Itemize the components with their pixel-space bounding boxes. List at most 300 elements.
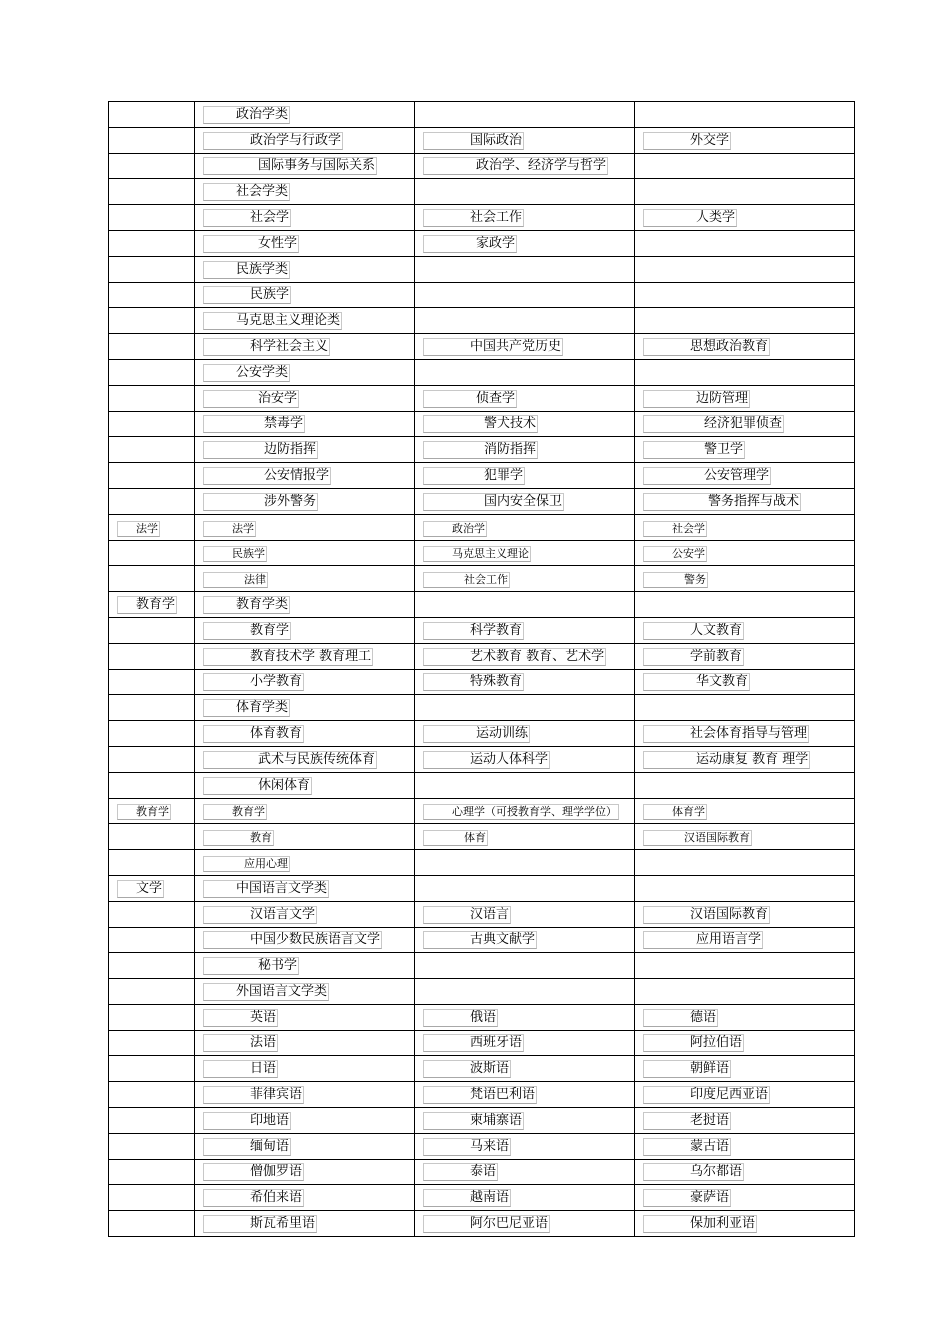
- category-cell: [109, 437, 195, 463]
- major-cell: [415, 1211, 635, 1237]
- table-row: [109, 153, 855, 179]
- major-cell: [415, 359, 635, 385]
- table-row: [109, 1133, 855, 1159]
- major-cell: [415, 1185, 635, 1211]
- major-name-field: 英语: [203, 1009, 278, 1027]
- category-cell: [109, 901, 195, 927]
- major-name-field: 老挝语: [643, 1112, 731, 1130]
- major-cell: [415, 411, 635, 437]
- major-cell: [195, 1030, 415, 1056]
- major-cell: [415, 979, 635, 1005]
- major-cell: [195, 1082, 415, 1108]
- major-cell: [195, 1211, 415, 1237]
- major-name-field: 休闲体育: [203, 777, 312, 795]
- major-cell: [195, 979, 415, 1005]
- major-cell: [635, 256, 855, 282]
- major-name-field: 社会学类: [203, 183, 290, 201]
- major-cell: [415, 153, 635, 179]
- major-cell: [415, 772, 635, 798]
- major-name-field: 社会工作: [423, 572, 510, 588]
- major-name-field: 治安学: [203, 390, 299, 408]
- major-cell: [635, 308, 855, 334]
- major-cell: [415, 1082, 635, 1108]
- category-cell: [109, 205, 195, 231]
- major-name-field: 西班牙语: [423, 1034, 524, 1052]
- table-row: [109, 463, 855, 489]
- table-row: [109, 1211, 855, 1237]
- major-name-field: 越南语: [423, 1189, 511, 1207]
- major-cell: [415, 617, 635, 643]
- major-name-field: 泰语: [423, 1163, 498, 1181]
- category-cell: [109, 1211, 195, 1237]
- category-cell: [109, 127, 195, 153]
- table-row: [109, 1185, 855, 1211]
- table-row: [109, 488, 855, 514]
- table-row: [109, 359, 855, 385]
- major-name-field: 警犬技术: [423, 415, 538, 433]
- category-cell: [109, 1185, 195, 1211]
- table-row: [109, 669, 855, 695]
- major-name-field: 思想政治教育: [643, 338, 770, 356]
- major-name-field: 政治学与行政学: [203, 132, 343, 150]
- major-name-field: 教育学类: [203, 596, 290, 614]
- major-name-field: 波斯语: [423, 1060, 511, 1078]
- major-name-field: 应用语言学: [643, 931, 763, 949]
- major-cell: [635, 514, 855, 540]
- major-cell: [195, 205, 415, 231]
- major-cell: [635, 230, 855, 256]
- major-cell: [415, 179, 635, 205]
- table-row: [109, 411, 855, 437]
- category-cell: [109, 153, 195, 179]
- major-name-field: 菲律宾语: [203, 1086, 304, 1104]
- major-cell: [195, 643, 415, 669]
- major-cell: [195, 256, 415, 282]
- major-name-field: 女性学: [203, 235, 299, 253]
- table-row: [109, 1159, 855, 1185]
- major-name-field: 武术与民族传统体育: [203, 751, 377, 769]
- major-cell: [635, 901, 855, 927]
- major-cell: [415, 824, 635, 850]
- category-cell: [109, 824, 195, 850]
- category-cell: [109, 334, 195, 360]
- major-cell: [415, 540, 635, 566]
- category-cell: [109, 540, 195, 566]
- major-name-field: 体育学: [643, 804, 707, 820]
- major-cell: [635, 875, 855, 901]
- major-cell: [635, 282, 855, 308]
- major-cell: [635, 566, 855, 592]
- major-cell: [415, 1159, 635, 1185]
- major-cell: [195, 1108, 415, 1134]
- major-name-field: 经济犯罪侦查: [643, 415, 784, 433]
- major-name-field: 外交学: [643, 132, 731, 150]
- major-name-field: 乌尔都语: [643, 1163, 744, 1181]
- major-name-field: 中国语言文学类: [203, 880, 329, 898]
- major-cell: [635, 385, 855, 411]
- table-row: [109, 437, 855, 463]
- major-name-field: 社会学: [643, 521, 707, 537]
- category-cell: [109, 772, 195, 798]
- major-cell: [635, 643, 855, 669]
- major-name-field: 运动人体科学: [423, 751, 550, 769]
- table-row: [109, 102, 855, 128]
- major-name-field: 印度尼西亚语: [643, 1086, 770, 1104]
- major-name-field: 公安管理学: [643, 467, 771, 485]
- major-cell: [195, 850, 415, 876]
- major-cell: [415, 127, 635, 153]
- table-row: [109, 256, 855, 282]
- major-cell: [415, 850, 635, 876]
- major-name-field: 教育技术学 教育理工: [203, 648, 373, 666]
- major-cell: [415, 643, 635, 669]
- table-row: [109, 875, 855, 901]
- major-cell: [195, 1133, 415, 1159]
- major-cell: [635, 334, 855, 360]
- major-cell: [195, 230, 415, 256]
- major-cell: [415, 927, 635, 953]
- major-name-field: 社会工作: [423, 209, 524, 227]
- table-row: [109, 1108, 855, 1134]
- major-name-field: 印地语: [203, 1112, 291, 1130]
- major-name-field: 社会学: [203, 209, 291, 227]
- major-cell: [195, 695, 415, 721]
- major-cell: [195, 102, 415, 128]
- major-cell: [195, 927, 415, 953]
- major-name-field: 运动训练: [423, 725, 530, 743]
- table-row: [109, 721, 855, 747]
- category-cell: [109, 1004, 195, 1030]
- major-name-field: 涉外警务: [203, 493, 318, 511]
- major-name-field: 斯瓦希里语: [203, 1215, 317, 1233]
- table-row: [109, 127, 855, 153]
- table-row: [109, 798, 855, 824]
- category-cell: [109, 592, 195, 618]
- major-cell: [415, 798, 635, 824]
- major-cell: [415, 308, 635, 334]
- category-cell: [109, 643, 195, 669]
- category-cell: [109, 230, 195, 256]
- table-row: [109, 540, 855, 566]
- table-row: [109, 1004, 855, 1030]
- major-cell: [195, 875, 415, 901]
- table-row: [109, 514, 855, 540]
- major-cell: [635, 127, 855, 153]
- major-cell: [635, 488, 855, 514]
- major-name-field: 法学: [203, 521, 256, 537]
- major-name-field: 外国语言文学类: [203, 983, 329, 1001]
- major-name-field: 警务指挥与战术: [643, 493, 801, 511]
- major-name-field: 禁毒学: [203, 415, 305, 433]
- category-cell: [109, 1108, 195, 1134]
- major-name-field: 体育学类: [203, 699, 290, 717]
- major-cell: [195, 824, 415, 850]
- table-row: [109, 695, 855, 721]
- major-cell: [635, 463, 855, 489]
- major-cell: [415, 669, 635, 695]
- major-cell: [195, 1185, 415, 1211]
- major-cell: [195, 592, 415, 618]
- major-cell: [635, 721, 855, 747]
- major-name-field: 豪萨语: [643, 1189, 731, 1207]
- table-row: [109, 179, 855, 205]
- major-cell: [195, 514, 415, 540]
- major-name-field: 艺术教育 教育、艺术学: [423, 648, 606, 666]
- major-name-field: 俄语: [423, 1009, 498, 1027]
- major-cell: [195, 359, 415, 385]
- major-cell: [195, 540, 415, 566]
- category-cell: [109, 953, 195, 979]
- major-name-field: 边防指挥: [203, 441, 318, 459]
- category-label: 文学: [117, 880, 164, 898]
- major-name-field: 缅甸语: [203, 1138, 291, 1156]
- category-cell: [109, 385, 195, 411]
- major-name-field: 保加利亚语: [643, 1215, 757, 1233]
- major-name-field: 汉语言文学: [203, 906, 317, 924]
- major-name-field: 德语: [643, 1009, 718, 1027]
- category-cell: [109, 1056, 195, 1082]
- major-cell: [195, 127, 415, 153]
- major-cell: [415, 1133, 635, 1159]
- table-row: [109, 979, 855, 1005]
- major-name-field: 僧伽罗语: [203, 1163, 304, 1181]
- major-cell: [415, 695, 635, 721]
- major-name-field: 日语: [203, 1060, 278, 1078]
- major-cell: [195, 617, 415, 643]
- category-cell: [109, 463, 195, 489]
- major-cell: [195, 308, 415, 334]
- category-cell: [109, 746, 195, 772]
- major-cell: [195, 411, 415, 437]
- subject-catalog-table: [108, 101, 855, 1237]
- major-cell: [195, 1159, 415, 1185]
- major-name-field: 人类学: [643, 209, 737, 227]
- major-cell: [635, 1004, 855, 1030]
- table-row: [109, 953, 855, 979]
- category-label: 教育学: [117, 596, 177, 614]
- major-name-field: 中国共产党历史: [423, 338, 563, 356]
- major-cell: [195, 901, 415, 927]
- major-cell: [415, 488, 635, 514]
- table-row: [109, 385, 855, 411]
- major-cell: [635, 540, 855, 566]
- major-cell: [415, 256, 635, 282]
- major-name-field: 国内安全保卫: [423, 493, 564, 511]
- table-row: [109, 566, 855, 592]
- major-name-field: 国际政治: [423, 132, 524, 150]
- category-cell: [109, 1133, 195, 1159]
- table-row: [109, 1056, 855, 1082]
- major-cell: [415, 463, 635, 489]
- major-cell: [195, 153, 415, 179]
- major-name-field: 柬埔寨语: [423, 1112, 524, 1130]
- major-name-field: 体育: [423, 830, 488, 846]
- table-row: [109, 772, 855, 798]
- category-label: 教育学: [117, 804, 171, 820]
- major-name-field: 公安情报学: [203, 467, 331, 485]
- major-cell: [195, 721, 415, 747]
- category-cell: [109, 875, 195, 901]
- category-cell: [109, 617, 195, 643]
- table-row: [109, 205, 855, 231]
- category-cell: [109, 514, 195, 540]
- major-cell: [415, 953, 635, 979]
- major-name-field: 朝鲜语: [643, 1060, 731, 1078]
- major-name-field: 教育学: [203, 622, 291, 640]
- table-row: [109, 1030, 855, 1056]
- major-name-field: 马克思主义理论类: [203, 312, 342, 330]
- table-row: [109, 824, 855, 850]
- major-cell: [415, 1108, 635, 1134]
- major-cell: [635, 927, 855, 953]
- category-cell: [109, 282, 195, 308]
- major-name-field: 法律: [203, 572, 268, 588]
- major-cell: [635, 1108, 855, 1134]
- major-cell: [635, 1185, 855, 1211]
- major-cell: [635, 179, 855, 205]
- major-cell: [415, 205, 635, 231]
- major-name-field: 中国少数民族语言文学: [203, 931, 382, 949]
- table-row: [109, 592, 855, 618]
- major-name-field: 小学教育: [203, 673, 304, 691]
- major-cell: [635, 850, 855, 876]
- major-cell: [635, 798, 855, 824]
- major-name-field: 公安学: [643, 546, 707, 562]
- category-cell: [109, 256, 195, 282]
- major-cell: [415, 334, 635, 360]
- major-cell: [635, 979, 855, 1005]
- category-cell: [109, 798, 195, 824]
- major-name-field: 体育教育: [203, 725, 304, 743]
- major-cell: [635, 153, 855, 179]
- category-cell: [109, 1030, 195, 1056]
- major-name-field: 侦查学: [423, 390, 517, 408]
- major-cell: [635, 1133, 855, 1159]
- major-cell: [635, 411, 855, 437]
- major-name-field: 教育学: [203, 804, 267, 820]
- major-name-field: 政治学类: [203, 106, 290, 124]
- category-cell: [109, 179, 195, 205]
- category-cell: [109, 927, 195, 953]
- category-cell: [109, 979, 195, 1005]
- major-cell: [195, 1056, 415, 1082]
- major-cell: [195, 669, 415, 695]
- major-name-field: 国际事务与国际关系: [203, 157, 377, 175]
- category-cell: [109, 359, 195, 385]
- major-name-field: 科学教育: [423, 622, 524, 640]
- major-cell: [415, 385, 635, 411]
- major-name-field: 警务: [643, 572, 708, 588]
- major-name-field: 古典文献学: [423, 931, 537, 949]
- major-name-field: 马克思主义理论: [423, 546, 531, 562]
- major-cell: [195, 179, 415, 205]
- major-name-field: 社会体育指导与管理: [643, 725, 809, 743]
- major-cell: [415, 875, 635, 901]
- major-cell: [415, 1056, 635, 1082]
- major-name-field: 消防指挥: [423, 441, 538, 459]
- major-name-field: 学前教育: [643, 648, 744, 666]
- major-cell: [415, 746, 635, 772]
- major-cell: [635, 746, 855, 772]
- major-cell: [635, 1030, 855, 1056]
- major-name-field: 汉语国际教育: [643, 906, 770, 924]
- category-cell: [109, 695, 195, 721]
- major-cell: [415, 721, 635, 747]
- category-cell: [109, 411, 195, 437]
- category-cell: [109, 850, 195, 876]
- major-cell: [415, 230, 635, 256]
- major-cell: [635, 592, 855, 618]
- major-cell: [415, 514, 635, 540]
- major-name-field: 政治学、经济学与哲学: [423, 157, 608, 175]
- major-name-field: 犯罪学: [423, 467, 525, 485]
- major-name-field: 应用心理: [203, 856, 290, 872]
- major-cell: [195, 437, 415, 463]
- major-name-field: 梵语巴利语: [423, 1086, 537, 1104]
- table-row: [109, 230, 855, 256]
- table-row: [109, 746, 855, 772]
- major-name-field: 公安学类: [203, 364, 290, 382]
- major-name-field: 法语: [203, 1034, 278, 1052]
- major-cell: [635, 437, 855, 463]
- table-row: [109, 334, 855, 360]
- major-name-field: 科学社会主义: [203, 338, 330, 356]
- major-cell: [195, 334, 415, 360]
- major-cell: [635, 669, 855, 695]
- category-label: 法学: [117, 521, 160, 537]
- major-cell: [415, 282, 635, 308]
- major-name-field: 阿拉伯语: [643, 1034, 744, 1052]
- major-name-field: 心理学（可授教育学、理学学位）: [423, 804, 619, 820]
- major-cell: [195, 772, 415, 798]
- major-cell: [195, 953, 415, 979]
- major-cell: [415, 1004, 635, 1030]
- major-cell: [635, 617, 855, 643]
- major-name-field: 运动康复 教育 理学: [643, 751, 810, 769]
- category-cell: [109, 102, 195, 128]
- major-cell: [415, 1030, 635, 1056]
- major-cell: [415, 592, 635, 618]
- major-name-field: 马来语: [423, 1138, 511, 1156]
- major-cell: [635, 824, 855, 850]
- major-cell: [195, 282, 415, 308]
- major-cell: [195, 463, 415, 489]
- major-cell: [635, 1056, 855, 1082]
- major-name-field: 教育: [203, 830, 274, 846]
- major-cell: [635, 1082, 855, 1108]
- major-cell: [635, 359, 855, 385]
- major-name-field: 警卫学: [643, 441, 745, 459]
- category-cell: [109, 488, 195, 514]
- major-name-field: 民族学: [203, 546, 267, 562]
- category-cell: [109, 721, 195, 747]
- table-body: [109, 102, 855, 1237]
- major-cell: [635, 695, 855, 721]
- major-cell: [635, 205, 855, 231]
- major-cell: [415, 437, 635, 463]
- major-name-field: 家政学: [423, 235, 517, 253]
- major-cell: [415, 102, 635, 128]
- major-name-field: 民族学: [203, 286, 291, 304]
- table-row: [109, 850, 855, 876]
- major-name-field: 阿尔巴尼亚语: [423, 1215, 550, 1233]
- major-name-field: 民族学类: [203, 261, 290, 279]
- major-name-field: 华文教育: [643, 673, 750, 691]
- table-row: [109, 927, 855, 953]
- major-cell: [635, 772, 855, 798]
- major-cell: [195, 746, 415, 772]
- category-cell: [109, 669, 195, 695]
